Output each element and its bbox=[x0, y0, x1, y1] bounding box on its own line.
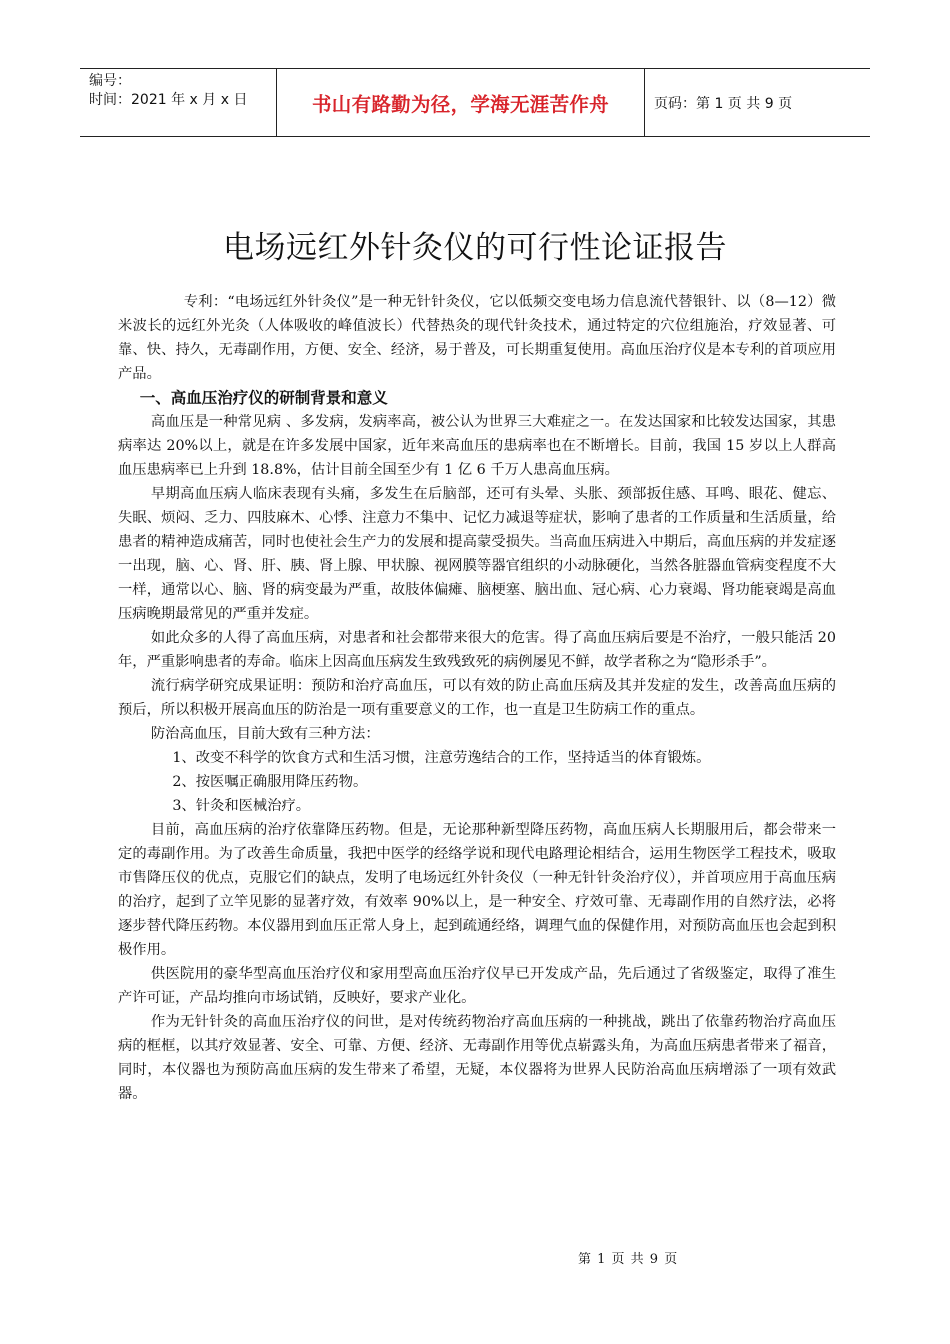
list-item: 3、针灸和医械治疗。 bbox=[172, 798, 311, 814]
paragraph: 供医院用的豪华型高血压治疗仪和家用型高血压治疗仪早已开发成产品，先后通过了省级鉴定，取得了准生产许可证，产品均推向市场试销，反映好，要求产业化。 bbox=[118, 966, 836, 1006]
document-title: 电场远红外针灸仪的可行性论证报告 bbox=[223, 230, 727, 266]
header-meta bbox=[80, 69, 277, 136]
page-footer: 第 1 页 共 9 页 bbox=[578, 1252, 679, 1267]
header-page-number: 页码：第 1 页 共 9 页 bbox=[654, 95, 793, 112]
list-item: 1、改变不科学的饮食方式和生活习惯，注意劳逸结合的工作，坚持适当的体育锻炼。 bbox=[172, 750, 711, 766]
section-heading: 一、高血压治疗仪的研制背景和意义 bbox=[139, 389, 388, 407]
paragraph: 流行病学研究成果证明：预防和治疗高血压，可以有效的防止高血压病及其并发症的发生，改善高血压病的预后，所以积极开展高血压的防治是一项有重要意义的工作，也一直是卫生防病工作的重点。 bbox=[118, 678, 836, 718]
paragraph: 作为无针针灸的高血压治疗仪的问世，是对传统药物治疗高血压病的一种挑战，跳出了依靠药物治疗高血压病的框框，以其疗效显著、安全、可靠、方便、经济、无毒副作用等优点崭露头角，为高血压病患者带来了福音，同时，本仪器也为预防高血压病的发生带来了希望，无疑，本仪器将为世界人民防治高血压病增添了一项有效武器。 bbox=[118, 1014, 836, 1102]
header-page-cell bbox=[645, 69, 870, 136]
header-time: 时间：2021 年 x 月 x 日 bbox=[89, 92, 248, 108]
header-number: 编号： bbox=[89, 73, 131, 89]
page-header bbox=[80, 68, 870, 137]
paragraph: 早期高血压病人临床表现有头痛，多发生在后脑部，还可有头晕、头胀、颈部扳住感、耳鸣、眼花、健忘、失眠、烦闷、乏力、四肢麻木、心悸、注意力不集中、记忆力减退等症状，影响了患者的工作质量和生活质量，给患者的精神造成痛苦，同时也使社会生产力的发展和提高蒙受损失。当高血压病进入中期后，高血压病的并发症逐一出现，脑、心、肾、肝、胰、肾上腺、甲状腺、视网膜等器官组织的小动脉硬化，当然各脏器血管病变程度不大一样，通常以心、脑、肾的病变最为严重，故肢体偏瘫、脑梗塞、脑出血、冠心病、心力衰竭、肾功能衰竭是高血压病晚期最常见的严重并发症。 bbox=[118, 486, 836, 622]
paragraph: 如此众多的人得了高血压病，对患者和社会都带来很大的危害。得了高血压病后要是不治疗，一般只能活 20 年，严重影响患者的寿命。临床上因高血压病发生致残致死的病例屡见不鲜，故学者称之为“隐形杀手”。 bbox=[118, 630, 836, 670]
header-motto: 书山有路勤为径，学海无涯苦作舟 bbox=[311, 92, 609, 116]
paragraph: 高血压是一种常见病 、多发病，发病率高，被公认为世界三大难症之一。在发达国家和比较发达国家，其患病率达 20%以上，就是在许多发展中国家，近年来高血压的患病率也在不断增长。目前，我国 15 岁以上人群高血压患病率已上升到 18.8%，估计目前全国至少有 1 亿 6 千万人患高血压病。 bbox=[118, 414, 836, 478]
paragraph: 防治高血压，目前大致有三种方法： bbox=[150, 726, 380, 742]
header-motto-cell bbox=[277, 69, 645, 136]
document-body bbox=[118, 290, 836, 1106]
list-item: 2、按医嘱正确服用降压药物。 bbox=[172, 774, 368, 790]
paragraph: 目前，高血压病的治疗依靠降压药物。但是，无论那种新型降压药物，高血压病人长期服用后，都会带来一定的毒副作用。为了改善生命质量，我把中医学的经络学说和现代电路理论相结合，运用生物医学工程技术，吸取市售降压仪的优点，克服它们的缺点，发明了电场远红外针灸仪（一种无针针灸治疗仪），并首项应用于高血压病的治疗，起到了立竿见影的显著疗效，有效率 90%以上，是一种安全、疗效可靠、无毒副作用的自然疗法，必将逐步替代降压药物。本仪器用到血压正常人身上，起到疏通经络，调理气血的保健作用，对预防高血压也会起到积极作用。 bbox=[118, 822, 836, 958]
intro-paragraph: 专利：“电场远红外针灸仪”是一种无针针灸仪，它以低频交变电场力信息流代替银针、以（8—12）微米波长的远红外光灸（人体吸收的峰值波长）代替热灸的现代针灸技术，通过特定的穴位组施治，疗效显著、可靠、快、持久，无毒副作用，方便、安全、经济，易于普及，可长期重复使用。高血压治疗仪是本专利的首项应用产品。 bbox=[118, 294, 836, 382]
